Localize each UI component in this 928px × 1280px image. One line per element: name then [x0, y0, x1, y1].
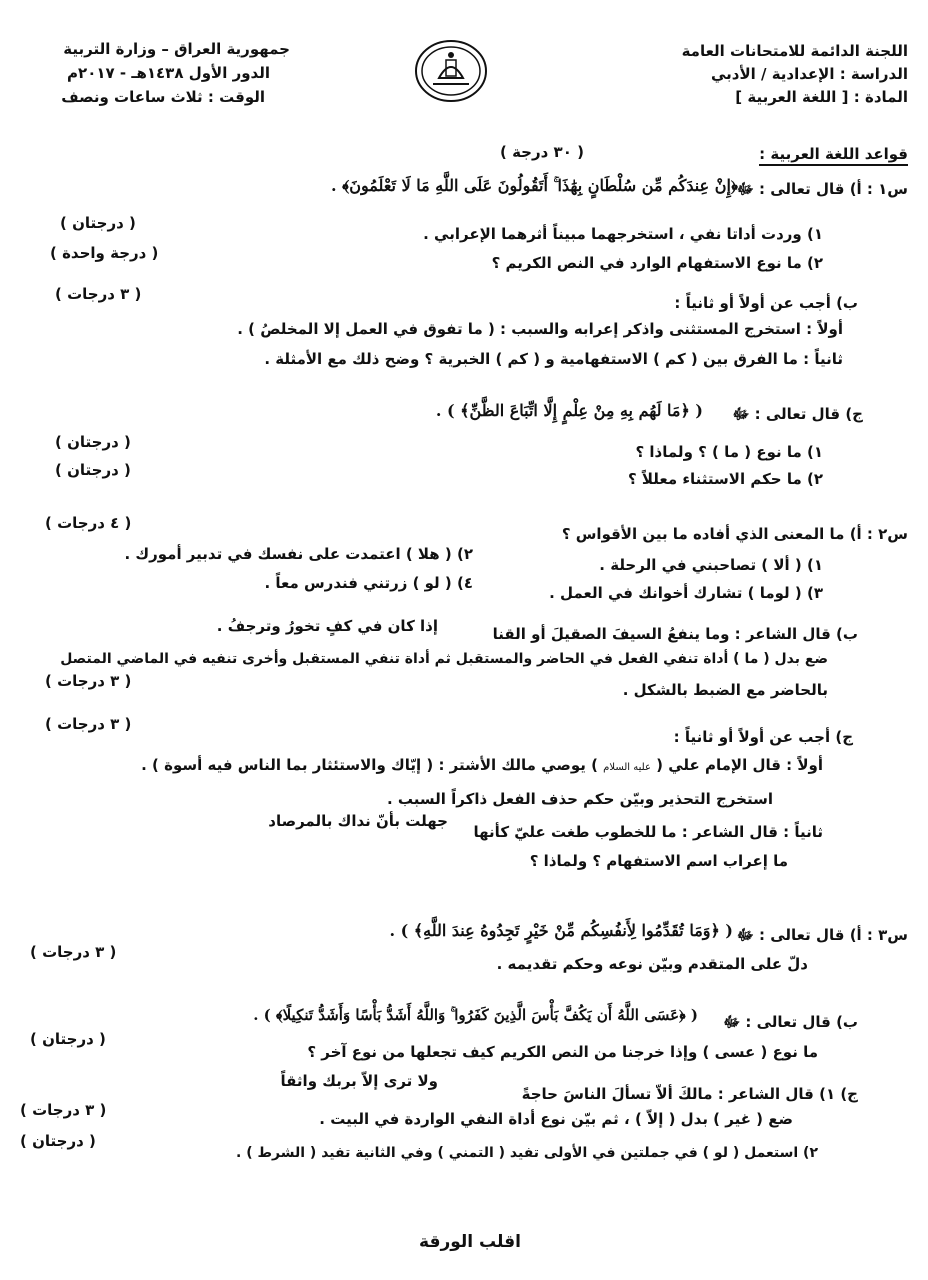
- q1-a-intro: س١ : أ) قال تعالى : ﷻ: [736, 180, 908, 198]
- q2-b-verse2: إذا كان في كفٍ تخورُ وترجفُ .: [216, 617, 438, 635]
- q1-c-intro: ج) قال تعالى : ﷻ: [732, 405, 863, 423]
- q2-a4: ٤) ( لو ) زرتني فندرس معاً .: [264, 574, 473, 592]
- q3-a-task: دلّ على المتقدم وبيّن نوعه وحكم تقديمه .: [496, 955, 808, 973]
- q2-c-intro: ج) أجب عن أولاً أو ثانياً :: [673, 728, 853, 746]
- q2-c1-task: استخرج التحذير وبيّن حكم حذف الفعل ذاكراً السبب .: [386, 790, 773, 808]
- q1-a2: ٢) ما نوع الاستفهام الوارد في النص الكريم ؟: [491, 254, 823, 272]
- q1-b-marks: ( ٣ درجات ): [55, 285, 142, 303]
- section-marks: ( ٣٠ درجة ): [500, 143, 584, 161]
- header-subject: المادة : [ اللغة العربية ]: [735, 88, 908, 106]
- q1-a1: ١) وردت أداتا نفي ، استخرجهما مبيناً أثرهما الإعرابي .: [423, 225, 823, 243]
- q1-c1: ١) ما نوع ( ما ) ؟ ولماذا ؟: [635, 443, 823, 461]
- q1-c-verse: ( ﴿مَا لَهُم بِهِ مِنْ عِلْمٍ إِلَّا اتِّبَاعَ الظَّنِّ﴾ ) .: [435, 401, 703, 420]
- q2-a-marks: ( ٤ درجات ): [45, 514, 132, 532]
- q2-b-instruction-2: بالحاضر مع الضبط بالشكل .: [622, 681, 828, 699]
- q3-a-intro: س٣ : أ) قال تعالى : ﷻ: [736, 926, 908, 944]
- q2-c-marks: ( ٣ درجات ): [45, 715, 132, 733]
- q1-c2-marks: ( درجتان ): [55, 461, 131, 479]
- q2-b-instruction: ضع بدل ( ما ) أداة تنفي الفعل في الحاضر والمستقبل ثم أداة تنفي المستقبل وأخرى تنفيه في الماضي المتصل: [60, 651, 828, 667]
- q3-c1-marks: ( ٣ درجات ): [20, 1101, 107, 1119]
- section-title: قواعد اللغة العربية :: [759, 145, 908, 163]
- q1-b-intro: ب) أجب عن أولاً أو ثانياً :: [674, 294, 858, 312]
- q2-a3: ٣) ( لوما ) تشارك أخوانك في العمل .: [549, 584, 823, 602]
- q2-a-intro: س٢ : أ) ما المعنى الذي أفاده ما بين الأقواس ؟: [561, 525, 908, 543]
- q3-c2-task: ٢) استعمل ( لو ) في جملتين في الأولى تفيد ( التمني ) وفي الثانية تفيد ( الشرط ) .: [236, 1145, 818, 1161]
- q1-c2: ٢) ما حكم الاستثناء معللاً ؟: [627, 470, 823, 488]
- q3-c1-task: ضع ( غير ) بدل ( إلاّ ) ، ثم بيّن نوع أداة النفي الواردة في البيت .: [319, 1110, 793, 1128]
- header-session: الدور الأول ١٤٣٨هـ - ٢٠١٧م: [67, 64, 270, 82]
- q2-c2-intro: ثانياً : قال الشاعر : ما للخطوب طغت عليّ كأنها: [473, 823, 823, 841]
- header-republic: جمهورية العراق – وزارة التربية: [63, 40, 290, 58]
- ministry-seal-icon: [413, 38, 489, 104]
- q1-a2-marks: ( درجة واحدة ): [50, 244, 159, 262]
- q2-c1: أولاً : قال الإمام علي ( عليه السلام ) يوصي مالك الأشتر : ( إيّاك والاستئثار بما الناس فيه أسوة ) .: [141, 756, 823, 774]
- q1-a1-marks: ( درجتان ): [60, 214, 136, 232]
- header-time: الوقت : ثلاث ساعات ونصف: [61, 88, 265, 106]
- q3-b-verse: ( ﴿عَسَى اللَّهُ أَن يَكُفَّ بَأْسَ الَّذِينَ كَفَرُوا ۚ وَاللَّهُ أَشَدُّ بَأْسًا وَأَشَدُّ تَنكِيلًا﴾ ) .: [253, 1006, 698, 1024]
- q2-b-intro: ب) قال الشاعر : وما ينفعُ السيفَ الصقيلَ أو القنا: [492, 625, 858, 643]
- q3-c-verse2: ولا ترى إلاّ بربك واثقاً: [280, 1072, 438, 1090]
- q2-a1: ١) ( ألا ) تصاحبني في الرحلة .: [599, 556, 823, 574]
- q3-c2-marks: ( درجتان ): [20, 1132, 96, 1150]
- peace-be-upon-him: عليه السلام: [603, 762, 651, 773]
- q1-a-verse: ﴿إِنْ عِندَكُم مِّن سُلْطَانٍ بِهَٰذَا ۚ أَتَقُولُونَ عَلَى اللَّهِ مَا لَا تَعْلَمُونَ﴾ .: [331, 176, 738, 195]
- q2-a2: ٢) ( هلا ) اعتمدت على نفسك في تدبير أمورك .: [124, 545, 473, 563]
- q1-c1-marks: ( درجتان ): [55, 433, 131, 451]
- q3-b-task: ما نوع ( عسى ) وإذا خرجنا من النص الكريم كيف تجعلها من نوع آخر ؟: [307, 1043, 818, 1061]
- q3-b-intro: ب) قال تعالى : ﷻ: [723, 1013, 858, 1031]
- q3-b-marks: ( درجتان ): [30, 1030, 106, 1048]
- q2-c2-task: ما إعراب اسم الاستفهام ؟ ولماذا ؟: [529, 852, 788, 870]
- header-committee: اللجنة الدائمة للامتحانات العامة: [681, 42, 908, 60]
- header-study: الدراسة : الإعدادية / الأدبي: [710, 65, 908, 83]
- q1-b1: أولاً : استخرج المستثنى واذكر إعرابه والسبب : ( ما تفوق في العمل إلا المخلصُ ) .: [237, 320, 843, 338]
- q2-c2-verse2: جهلت بأنّ نداك بالمرصاد: [268, 812, 448, 830]
- q3-a-verse: ( ﴿وَمَا تُقَدِّمُوا لِأَنفُسِكُم مِّنْ خَيْرٍ تَجِدُوهُ عِندَ اللَّهِ﴾ ) .: [389, 921, 733, 940]
- q1-b2: ثانياً : ما الفرق بين ( كم ) الاستفهامية و ( كم ) الخبرية ؟ وضح ذلك مع الأمثلة .: [264, 350, 843, 368]
- q3-c-intro: ج) ١) قال الشاعر : مالكَ ألاّ تسألَ الناسَ حاجةً: [521, 1085, 858, 1103]
- q3-a-marks: ( ٣ درجات ): [30, 943, 117, 961]
- turn-page-note: اقلب الورقة: [419, 1232, 521, 1252]
- q2-b-marks: ( ٣ درجات ): [45, 672, 132, 690]
